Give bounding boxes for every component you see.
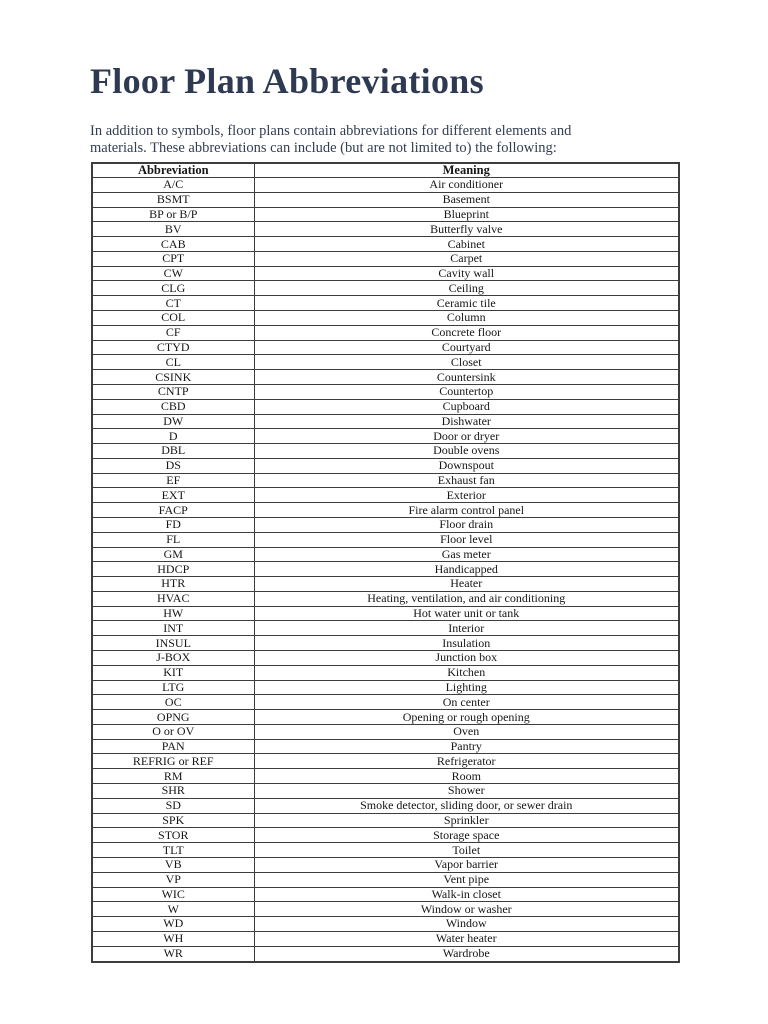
abbreviation-cell: SHR — [92, 784, 254, 799]
header-row — [92, 163, 679, 178]
abbreviation-cell: J-BOX — [92, 651, 254, 666]
meaning-cell: Wardrobe — [254, 946, 679, 962]
table-row — [92, 636, 679, 651]
table-row — [92, 444, 679, 459]
table-row — [92, 266, 679, 281]
table-row — [92, 784, 679, 799]
table-row — [92, 651, 679, 666]
abbreviation-cell: LTG — [92, 680, 254, 695]
table-row — [92, 828, 679, 843]
abbreviation-cell: CTYD — [92, 340, 254, 355]
abbreviation-cell: CSINK — [92, 370, 254, 385]
abbreviation-cell: HDCP — [92, 562, 254, 577]
meaning-cell: Basement — [254, 192, 679, 207]
table-row — [92, 517, 679, 532]
table-row — [92, 237, 679, 252]
table-header — [92, 163, 679, 178]
table-row — [92, 843, 679, 858]
abbreviation-cell: FACP — [92, 503, 254, 518]
table-row — [92, 414, 679, 429]
table-row — [92, 931, 679, 946]
table-row — [92, 710, 679, 725]
table-row — [92, 562, 679, 577]
table-row — [92, 488, 679, 503]
table-row — [92, 946, 679, 962]
abbreviation-cell: DS — [92, 458, 254, 473]
abbreviation-cell: D — [92, 429, 254, 444]
abbreviation-cell: EXT — [92, 488, 254, 503]
abbreviation-cell: SPK — [92, 813, 254, 828]
abbreviation-cell: OPNG — [92, 710, 254, 725]
meaning-cell: Kitchen — [254, 665, 679, 680]
meaning-cell: Carpet — [254, 251, 679, 266]
meaning-cell: Ceiling — [254, 281, 679, 296]
table-row — [92, 340, 679, 355]
meaning-cell: Blueprint — [254, 207, 679, 222]
meaning-cell: Pantry — [254, 739, 679, 754]
meaning-cell: Refrigerator — [254, 754, 679, 769]
meaning-cell: Window or washer — [254, 902, 679, 917]
meaning-cell: Shower — [254, 784, 679, 799]
abbreviation-cell: INSUL — [92, 636, 254, 651]
meaning-cell: Floor level — [254, 532, 679, 547]
table-row — [92, 251, 679, 266]
meaning-cell: Cabinet — [254, 237, 679, 252]
meaning-cell: Handicapped — [254, 562, 679, 577]
table-row — [92, 192, 679, 207]
table-row — [92, 887, 679, 902]
table-row — [92, 813, 679, 828]
abbreviation-cell: SD — [92, 798, 254, 813]
intro-paragraph — [90, 123, 690, 156]
meaning-cell: Double ovens — [254, 444, 679, 459]
abbreviation-cell: WH — [92, 931, 254, 946]
meaning-cell: Toilet — [254, 843, 679, 858]
table-row — [92, 798, 679, 813]
abbreviation-cell: HVAC — [92, 591, 254, 606]
meaning-cell: Insulation — [254, 636, 679, 651]
intro-line-2: materials. These abbreviations can include (but are not limited to) the following: — [90, 139, 557, 156]
table-row — [92, 178, 679, 193]
abbreviation-cell: TLT — [92, 843, 254, 858]
abbreviation-cell: CL — [92, 355, 254, 370]
abbreviation-cell: EF — [92, 473, 254, 488]
abbreviation-cell: DBL — [92, 444, 254, 459]
abbreviation-cell: CLG — [92, 281, 254, 296]
meaning-cell: Interior — [254, 621, 679, 636]
abbreviation-cell: GM — [92, 547, 254, 562]
abbreviation-cell: REFRIG or REF — [92, 754, 254, 769]
intro-line-1: In addition to symbols, floor plans contain abbreviations for different elements and — [90, 123, 572, 139]
meaning-cell: Room — [254, 769, 679, 784]
abbreviation-cell: OC — [92, 695, 254, 710]
abbreviation-cell: WIC — [92, 887, 254, 902]
abbreviation-cell: CAB — [92, 237, 254, 252]
meaning-cell: Exterior — [254, 488, 679, 503]
table-row — [92, 665, 679, 680]
table-row — [92, 591, 679, 606]
table-row — [92, 917, 679, 932]
abbreviation-cell: STOR — [92, 828, 254, 843]
abbreviation-cell: BSMT — [92, 192, 254, 207]
page-title: Floor Plan Abbreviations — [90, 61, 484, 101]
abbreviation-cell: CF — [92, 325, 254, 340]
abbreviation-cell: CPT — [92, 251, 254, 266]
meaning-cell: Countertop — [254, 384, 679, 399]
meaning-cell: Smoke detector, sliding door, or sewer drain — [254, 798, 679, 813]
abbreviation-cell: PAN — [92, 739, 254, 754]
abbreviation-cell: DW — [92, 414, 254, 429]
meaning-cell: Concrete floor — [254, 325, 679, 340]
abbreviations-table — [91, 162, 680, 963]
abbreviation-cell: VB — [92, 857, 254, 872]
header-abbreviation: Abbreviation — [92, 163, 254, 178]
table-row — [92, 325, 679, 340]
meaning-cell: Sprinkler — [254, 813, 679, 828]
abbreviation-cell: COL — [92, 311, 254, 326]
table-row — [92, 311, 679, 326]
meaning-cell: Cavity wall — [254, 266, 679, 281]
meaning-cell: Dishwater — [254, 414, 679, 429]
table-row — [92, 384, 679, 399]
meaning-cell: Oven — [254, 724, 679, 739]
table-row — [92, 207, 679, 222]
table-row — [92, 577, 679, 592]
meaning-cell: Heater — [254, 577, 679, 592]
abbreviation-cell: BP or B/P — [92, 207, 254, 222]
meaning-cell: On center — [254, 695, 679, 710]
abbreviation-cell: KIT — [92, 665, 254, 680]
abbreviation-cell: BV — [92, 222, 254, 237]
meaning-cell: Heating, ventilation, and air conditioning — [254, 591, 679, 606]
table-row — [92, 739, 679, 754]
meaning-cell: Ceramic tile — [254, 296, 679, 311]
table-row — [92, 754, 679, 769]
table-row — [92, 769, 679, 784]
table-row — [92, 281, 679, 296]
table-row — [92, 429, 679, 444]
abbreviation-cell: CNTP — [92, 384, 254, 399]
meaning-cell: Cupboard — [254, 399, 679, 414]
meaning-cell: Door or dryer — [254, 429, 679, 444]
meaning-cell: Courtyard — [254, 340, 679, 355]
abbreviation-cell: WD — [92, 917, 254, 932]
table-row — [92, 872, 679, 887]
table-row — [92, 473, 679, 488]
meaning-cell: Junction box — [254, 651, 679, 666]
table-row — [92, 296, 679, 311]
abbreviation-cell: FL — [92, 532, 254, 547]
meaning-cell: Column — [254, 311, 679, 326]
meaning-cell: Gas meter — [254, 547, 679, 562]
meaning-cell: Countersink — [254, 370, 679, 385]
header-meaning: Meaning — [254, 163, 679, 178]
abbreviation-cell: WR — [92, 946, 254, 962]
table-row — [92, 458, 679, 473]
abbreviation-cell: RM — [92, 769, 254, 784]
abbreviation-cell: HTR — [92, 577, 254, 592]
meaning-cell: Hot water unit or tank — [254, 606, 679, 621]
meaning-cell: Floor drain — [254, 517, 679, 532]
table-row — [92, 370, 679, 385]
meaning-cell: Fire alarm control panel — [254, 503, 679, 518]
meaning-cell: Lighting — [254, 680, 679, 695]
meaning-cell: Exhaust fan — [254, 473, 679, 488]
table-row — [92, 621, 679, 636]
abbreviation-cell: CT — [92, 296, 254, 311]
table-row — [92, 547, 679, 562]
abbreviation-cell: FD — [92, 517, 254, 532]
meaning-cell: Closet — [254, 355, 679, 370]
table-row — [92, 222, 679, 237]
meaning-cell: Window — [254, 917, 679, 932]
abbreviation-cell: W — [92, 902, 254, 917]
table-row — [92, 902, 679, 917]
meaning-cell: Walk-in closet — [254, 887, 679, 902]
abbreviation-cell: CW — [92, 266, 254, 281]
abbreviation-cell: INT — [92, 621, 254, 636]
meaning-cell: Downspout — [254, 458, 679, 473]
table-row — [92, 606, 679, 621]
abbreviation-cell: HW — [92, 606, 254, 621]
table-row — [92, 724, 679, 739]
table-row — [92, 399, 679, 414]
meaning-cell: Air conditioner — [254, 178, 679, 193]
table-row — [92, 503, 679, 518]
abbreviation-cell: A/C — [92, 178, 254, 193]
table-row — [92, 857, 679, 872]
meaning-cell: Butterfly valve — [254, 222, 679, 237]
abbreviation-cell: CBD — [92, 399, 254, 414]
meaning-cell: Opening or rough opening — [254, 710, 679, 725]
meaning-cell: Vent pipe — [254, 872, 679, 887]
meaning-cell: Vapor barrier — [254, 857, 679, 872]
table-row — [92, 680, 679, 695]
meaning-cell: Water heater — [254, 931, 679, 946]
meaning-cell: Storage space — [254, 828, 679, 843]
table-row — [92, 355, 679, 370]
table-row — [92, 532, 679, 547]
abbreviation-table-body — [92, 178, 679, 963]
table-row — [92, 695, 679, 710]
abbreviation-cell: VP — [92, 872, 254, 887]
abbreviation-cell: O or OV — [92, 724, 254, 739]
